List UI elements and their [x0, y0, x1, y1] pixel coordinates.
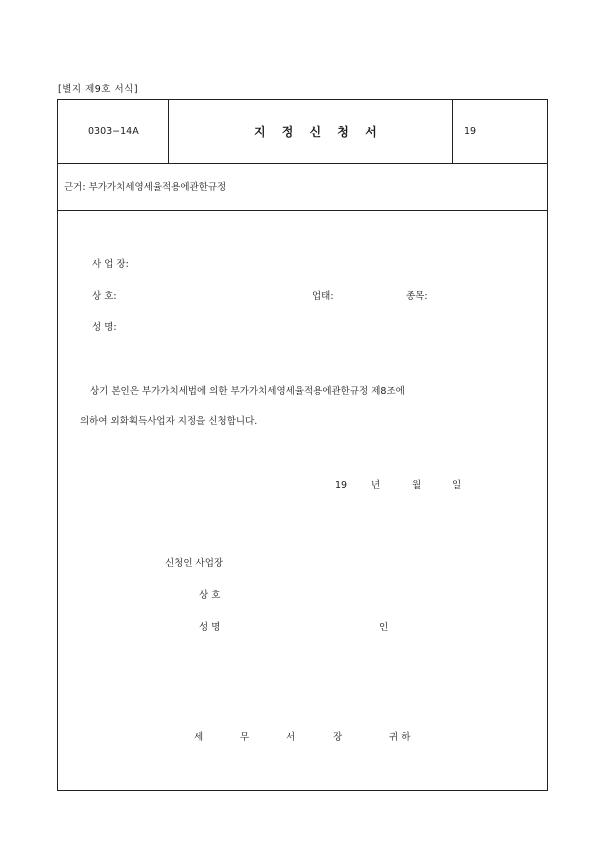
- business-item-label: 종목:: [406, 291, 428, 302]
- legal-basis: 근거: 부가가치세영세율적용에관한규정: [64, 182, 227, 193]
- date-day-unit: 일: [452, 480, 462, 491]
- code-cell-divider: [168, 100, 169, 163]
- recipient-char-2: 무: [240, 732, 250, 743]
- date-year-unit: 년: [371, 480, 381, 491]
- header-year: 19: [464, 126, 477, 137]
- applicant-trade-name: 상 호: [199, 590, 221, 601]
- recipient-char-1: 세: [194, 732, 204, 743]
- applicant-title: 신청인 사업장: [165, 558, 224, 569]
- name-label: 성 명:: [92, 322, 117, 333]
- recipient-char-4: 장: [333, 732, 343, 743]
- seal-mark: 인: [379, 622, 389, 633]
- statement-line-1: 상기 본인은 부가가치세법에 의한 부가가치세영세율적용에관한규정 제8조에: [90, 386, 405, 397]
- applicant-name: 성 명: [199, 622, 221, 633]
- recipient-honorific: 귀 하: [389, 732, 411, 743]
- header-divider: [58, 163, 547, 164]
- basis-divider: [58, 210, 547, 211]
- form-title: 지 정 신 청 서: [254, 125, 378, 139]
- business-place-label: 사 업 장:: [92, 259, 129, 270]
- date-year: 19: [335, 480, 348, 491]
- trade-name-label: 상 호:: [92, 291, 117, 302]
- form-code: 0303−14A: [88, 126, 139, 137]
- business-type-label: 업태:: [312, 291, 334, 302]
- application-form: [57, 99, 548, 791]
- statement-line-2: 의하여 외화획득사업자 지정을 신청합니다.: [80, 416, 258, 427]
- year-cell-divider: [452, 100, 453, 163]
- date-month-unit: 월: [412, 480, 422, 491]
- form-number-label: [별지 제9호 서식]: [58, 84, 139, 95]
- recipient-char-3: 서: [286, 732, 296, 743]
